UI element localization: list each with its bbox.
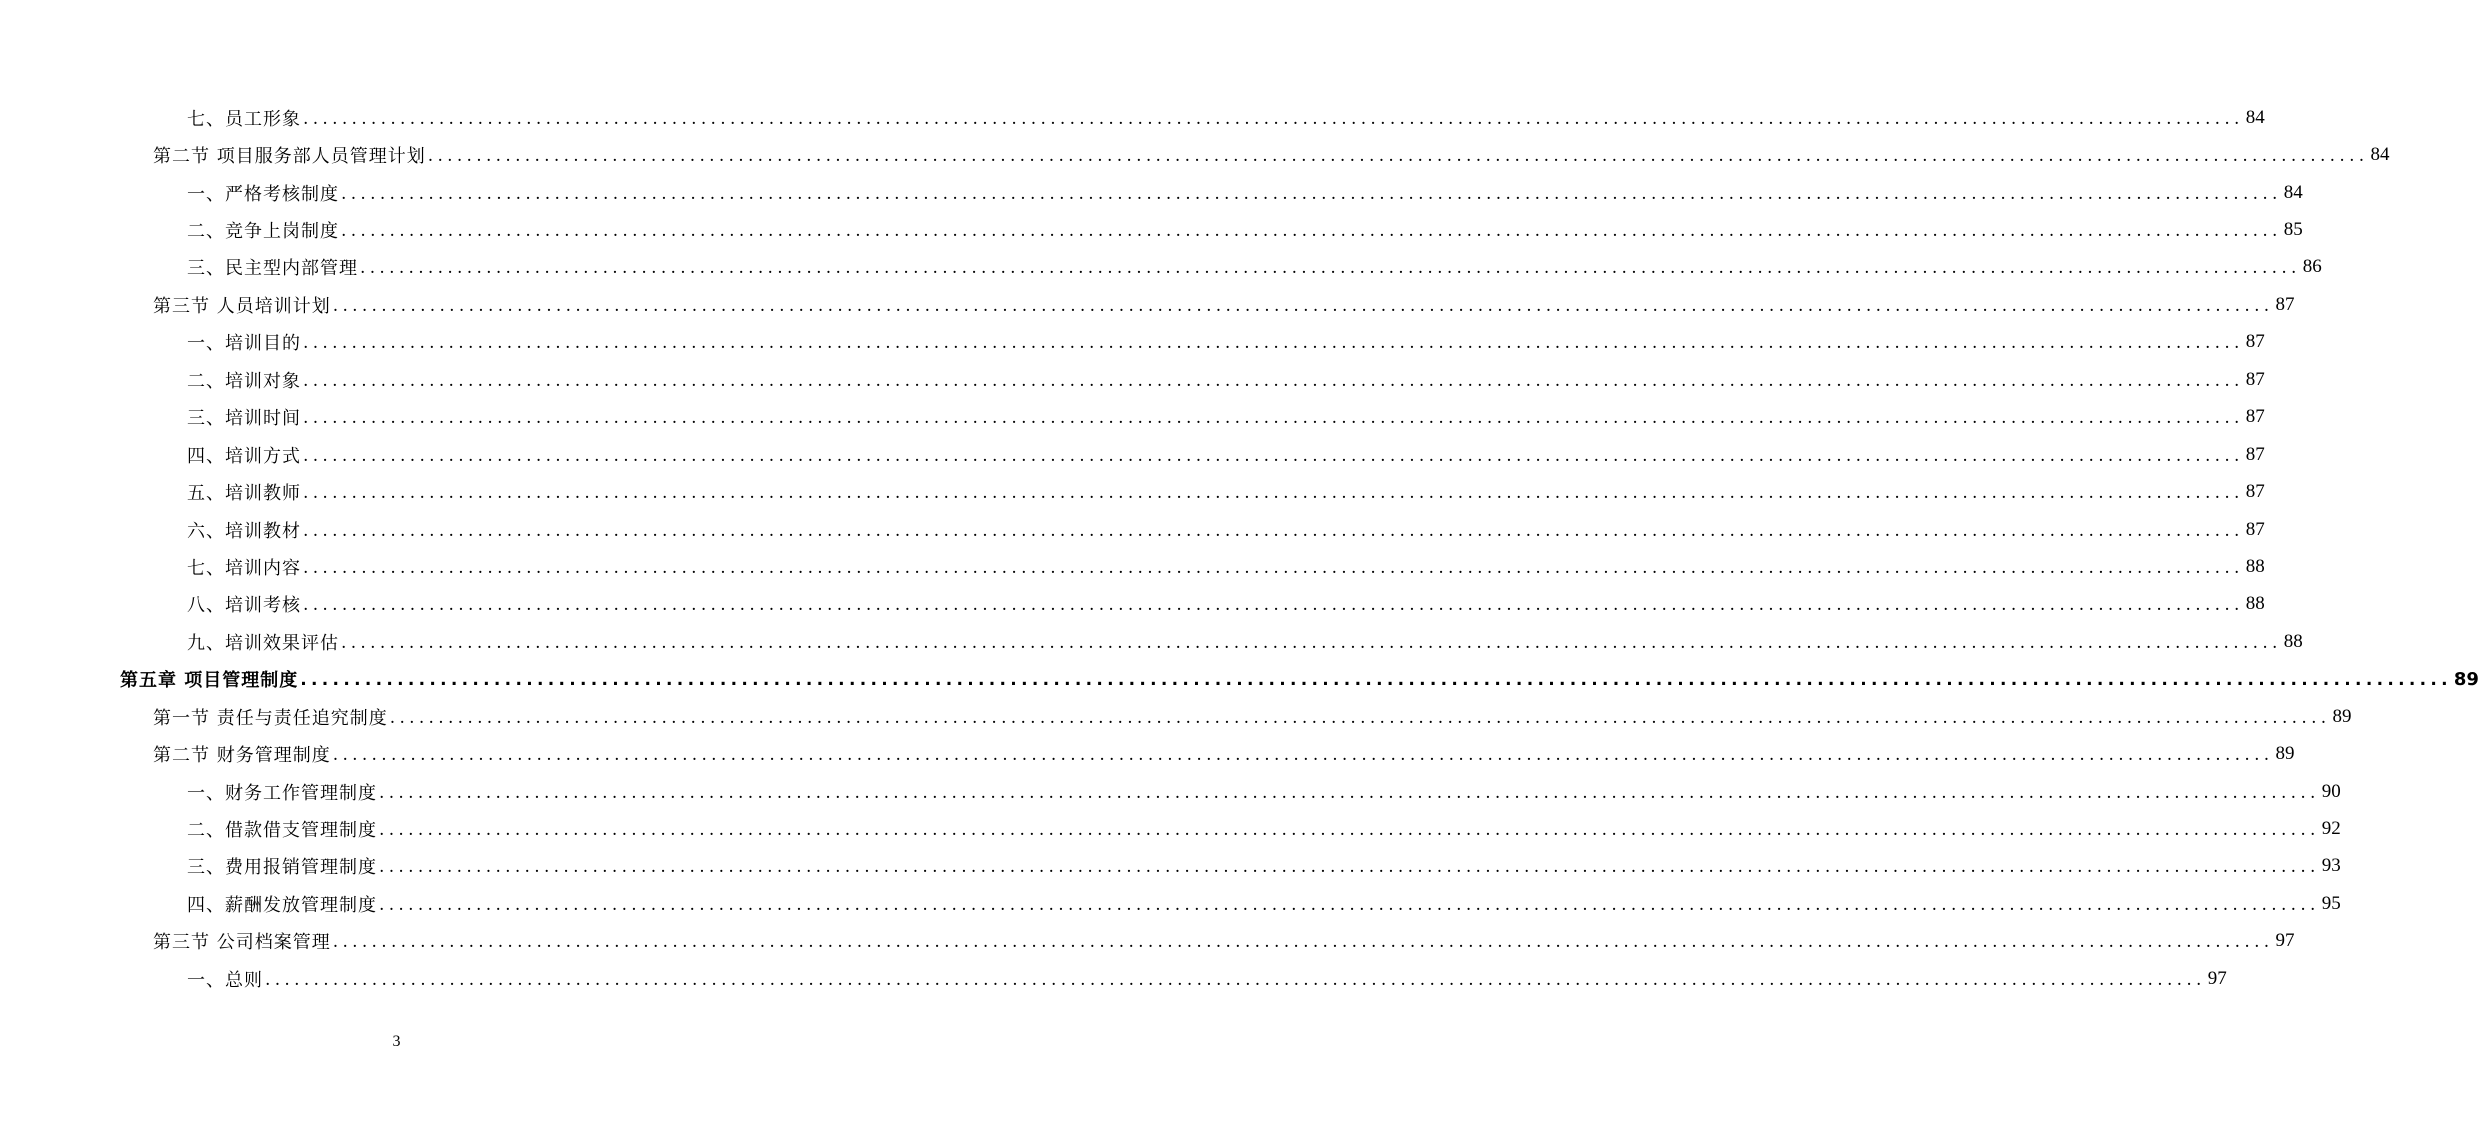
toc-entry[interactable] xyxy=(0,473,2265,510)
toc-entry[interactable] xyxy=(0,885,2341,922)
toc-entry-page: 90 xyxy=(2321,780,2341,802)
toc-entry-page: 88 xyxy=(2283,630,2303,652)
toc-entry-page: 84 xyxy=(2283,181,2303,203)
toc-leader-dots: ........................................................................................................................................................................................................ xyxy=(389,707,2331,728)
toc-entry-page: 86 xyxy=(2302,256,2322,278)
toc-leader-dots: ........................................................................................................................................................................................................ xyxy=(379,894,2320,915)
page-number: 3 xyxy=(392,1033,401,1050)
toc-entry-label: 三、培训时间 xyxy=(187,404,303,430)
toc-leader-dots: ........................................................................................................................................................................................................ xyxy=(332,745,2274,766)
toc-leader-dots: ........................................................................................................................................................................................................ xyxy=(265,969,2206,990)
toc-entry[interactable] xyxy=(0,249,2322,286)
toc-leader-dots: ........................................................................................................................................................................................................ xyxy=(341,632,2282,653)
toc-entry-page: 88 xyxy=(2245,593,2265,615)
toc-entry[interactable] xyxy=(0,436,2265,473)
toc-entry-label: 四、薪酬发放管理制度 xyxy=(187,891,379,917)
toc-entry-page: 87 xyxy=(2245,443,2265,465)
toc-entry-label: 七、培训内容 xyxy=(187,554,303,580)
toc-leader-dots: ........................................................................................................................................................................................................ xyxy=(341,221,2282,242)
toc-entry-page: 89 xyxy=(2332,705,2352,727)
toc-leader-dots: ........................................................................................................................................................................................................ xyxy=(332,295,2274,316)
toc-entry-label: 一、总则 xyxy=(187,966,265,992)
toc-leader-dots: ........................................................................................................................................................................................................ xyxy=(303,370,2244,391)
toc-leader-dots: ........................................................................................................................................................................................................ xyxy=(379,820,2320,841)
toc-entry-label: 三、费用报销管理制度 xyxy=(187,853,379,879)
toc-entry-label: 二、借款借支管理制度 xyxy=(187,816,379,842)
toc-entry-label: 一、财务工作管理制度 xyxy=(187,779,379,805)
toc-entry[interactable] xyxy=(0,735,2295,772)
toc-leader-dots: ........................................................................................................................................................................................................ xyxy=(300,670,2452,691)
toc-entry[interactable] xyxy=(0,698,2352,735)
toc-entry-label: 第三节 人员培训计划 xyxy=(153,292,333,318)
toc-entry[interactable] xyxy=(0,324,2265,361)
toc-entry-label: 九、培训效果评估 xyxy=(187,629,341,655)
toc-entry[interactable] xyxy=(0,960,2227,997)
toc-entry-page: 87 xyxy=(2245,481,2265,503)
toc-entry[interactable] xyxy=(0,623,2303,660)
toc-entry-label: 六、培训教材 xyxy=(187,517,303,543)
toc-leader-dots: ........................................................................................................................................................................................................ xyxy=(303,445,2244,466)
toc-leader-dots: ........................................................................................................................................................................................................ xyxy=(341,183,2282,204)
toc-entry[interactable] xyxy=(0,661,2479,698)
toc-entry-page: 87 xyxy=(2245,368,2265,390)
toc-entry-label: 第三节 公司档案管理 xyxy=(153,928,333,954)
toc-entry-page: 97 xyxy=(2207,967,2227,989)
toc-entry-label: 五、培训教师 xyxy=(187,479,303,505)
toc-entry-label: 第五章 项目管理制度 xyxy=(120,666,300,692)
toc-leader-dots: ........................................................................................................................................................................................................ xyxy=(360,258,2301,279)
toc-entry-label: 三、民主型内部管理 xyxy=(187,254,360,280)
toc-entry-page: 92 xyxy=(2321,818,2341,840)
toc-entry[interactable] xyxy=(0,848,2341,885)
toc-entry-page: 95 xyxy=(2321,892,2341,914)
toc-leader-dots: ........................................................................................................................................................................................................ xyxy=(427,146,2369,167)
toc-entry-label: 一、培训目的 xyxy=(187,329,303,355)
toc-entry-page: 84 xyxy=(2370,144,2390,166)
toc-entry-label: 二、培训对象 xyxy=(187,367,303,393)
toc-entry[interactable] xyxy=(0,99,2265,136)
toc-entry-page: 85 xyxy=(2283,219,2303,241)
toc-entry-label: 二、竞争上岗制度 xyxy=(187,217,341,243)
toc-entry-page: 93 xyxy=(2321,855,2341,877)
toc-entry-page: 89 xyxy=(2453,668,2479,690)
toc-entry-label: 第二节 财务管理制度 xyxy=(153,741,333,767)
toc-leader-dots: ........................................................................................................................................................................................................ xyxy=(303,483,2244,504)
toc-leader-dots: ........................................................................................................................................................................................................ xyxy=(303,408,2244,429)
toc-entry-page: 87 xyxy=(2275,293,2295,315)
toc-leader-dots: ........................................................................................................................................................................................................ xyxy=(379,782,2320,803)
toc-entry-label: 第一节 责任与责任追究制度 xyxy=(153,704,390,730)
toc-entry[interactable] xyxy=(0,810,2341,847)
toc-entry-page: 87 xyxy=(2245,331,2265,353)
toc-leader-dots: ........................................................................................................................................................................................................ xyxy=(303,520,2244,541)
toc-entry[interactable] xyxy=(0,174,2303,211)
toc-entry-label: 第二节 项目服务部人员管理计划 xyxy=(153,142,428,168)
toc-leader-dots: ........................................................................................................................................................................................................ xyxy=(303,557,2244,578)
toc-leader-dots: ........................................................................................................................................................................................................ xyxy=(303,333,2244,354)
toc-entry[interactable] xyxy=(0,286,2295,323)
toc-leader-dots: ........................................................................................................................................................................................................ xyxy=(303,595,2244,616)
toc-entry[interactable] xyxy=(0,136,2390,173)
toc-leader-dots: ........................................................................................................................................................................................................ xyxy=(303,108,2244,129)
toc-leader-dots: ........................................................................................................................................................................................................ xyxy=(379,857,2320,878)
toc-entry-page: 97 xyxy=(2275,930,2295,952)
toc-entry[interactable] xyxy=(0,923,2295,960)
toc-entry[interactable] xyxy=(0,361,2265,398)
toc-entry-page: 84 xyxy=(2245,106,2265,128)
toc-entry-label: 一、严格考核制度 xyxy=(187,180,341,206)
toc-entry[interactable] xyxy=(0,773,2341,810)
toc-entry[interactable] xyxy=(0,548,2265,585)
toc-entry-page: 87 xyxy=(2245,518,2265,540)
toc-entry-page: 88 xyxy=(2245,555,2265,577)
toc-entry-page: 89 xyxy=(2275,743,2295,765)
toc-entry-label: 七、员工形象 xyxy=(187,105,303,131)
table-of-contents xyxy=(0,99,2479,998)
toc-entry[interactable] xyxy=(0,586,2265,623)
toc-entry-page: 87 xyxy=(2245,406,2265,428)
toc-entry[interactable] xyxy=(0,211,2303,248)
toc-entry-label: 八、培训考核 xyxy=(187,591,303,617)
toc-entry[interactable] xyxy=(0,511,2265,548)
toc-leader-dots: ........................................................................................................................................................................................................ xyxy=(332,932,2274,953)
toc-entry-label: 四、培训方式 xyxy=(187,442,303,468)
toc-entry[interactable] xyxy=(0,399,2265,436)
